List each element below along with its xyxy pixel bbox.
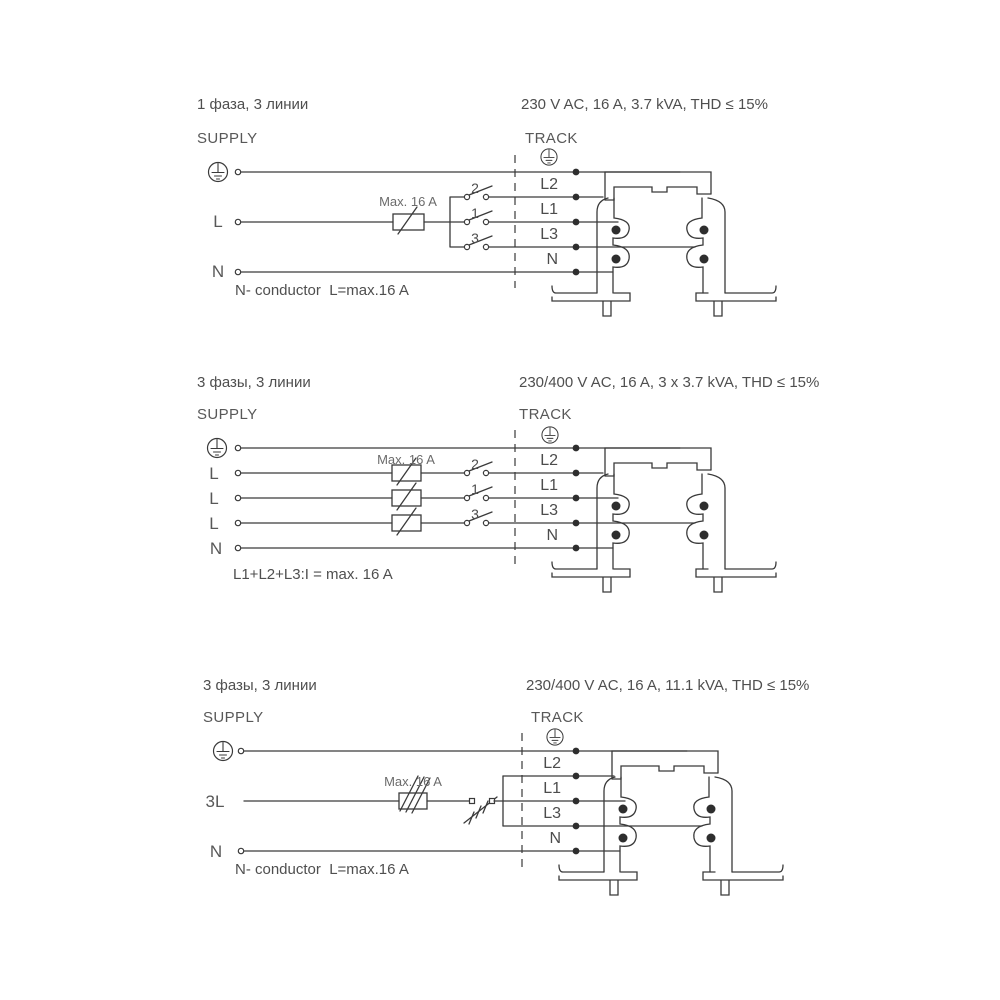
input-label-L: L [209,514,219,533]
fuse-symbol [392,458,421,535]
fuse-symbol [393,207,424,234]
section1-title-right: 230 V AC, 16 A, 3.7 kVA, THD ≤ 15% [521,96,768,113]
switch-number: 2 [471,180,479,196]
track-line-label-L2: L2 [543,755,561,772]
switch-number: 2 [471,456,479,472]
section1-title-left: 1 фаза, 3 линии [197,96,309,113]
section1-supply-label: SUPPLY [197,130,258,147]
track-cross-section [559,751,783,895]
track-line-label-L3: L3 [543,805,561,822]
section2-supply-label: SUPPLY [197,406,258,423]
section3-supply-label: SUPPLY [203,709,264,726]
input-label-N: N [211,262,225,281]
input-label-N: N [209,539,223,558]
fuse-rating-label: Max. 16 A [384,774,442,789]
section3-title-right: 230/400 V AC, 16 A, 11.1 kVA, THD ≤ 15% [526,677,810,694]
section3-track-label: TRACK [531,709,584,726]
section2-title-left: 3 фазы, 3 линии [197,374,311,391]
input-label-L: L [213,212,223,231]
track-cross-section [552,172,776,316]
earth-ground-icon [208,439,227,458]
track-line-label-N: N [546,527,558,544]
track-line-label-N: N [549,830,561,847]
section2-track-label: TRACK [519,406,572,423]
input-label-L: L [209,464,219,483]
switch-number: 3 [471,230,479,246]
track-line-label-L1: L1 [540,201,558,218]
track-line-label-L1: L1 [540,477,558,494]
input-label-N: N [209,842,223,861]
earth-ground-icon [214,742,233,761]
switch-number: 3 [471,506,479,522]
switch-number: 1 [471,481,479,497]
fuse-rating-label: Max. 16 A [379,194,437,209]
track-line-label-L3: L3 [540,226,558,243]
section3-title-left: 3 фазы, 3 линии [203,677,317,694]
track-line-label-N: N [546,251,558,268]
switch-number: 1 [471,205,479,221]
track-line-label-L2: L2 [540,176,558,193]
track-line-label-L1: L1 [543,780,561,797]
section2-title-right: 230/400 V AC, 16 A, 3 x 3.7 kVA, THD ≤ 15% [519,374,820,391]
section1-note: N- conductor L=max.16 A [235,282,409,299]
section2-note: L1+L2+L3:I = max. 16 A [233,566,393,583]
earth-ground-icon [541,149,557,165]
input-label-L: L [209,489,219,508]
section1-track-label: TRACK [525,130,578,147]
earth-ground-icon [542,427,558,443]
earth-ground-icon [209,163,228,182]
track-line-label-L2: L2 [540,452,558,469]
track-line-label-L3: L3 [540,502,558,519]
earth-ground-icon [547,729,563,745]
track-cross-section [552,448,776,592]
fuse-rating-label: Max. 16 A [377,452,435,467]
section3-note: N- conductor L=max.16 A [235,861,409,878]
input-label-3L: 3L [205,792,225,811]
switch-symbol-3pole [464,797,497,824]
